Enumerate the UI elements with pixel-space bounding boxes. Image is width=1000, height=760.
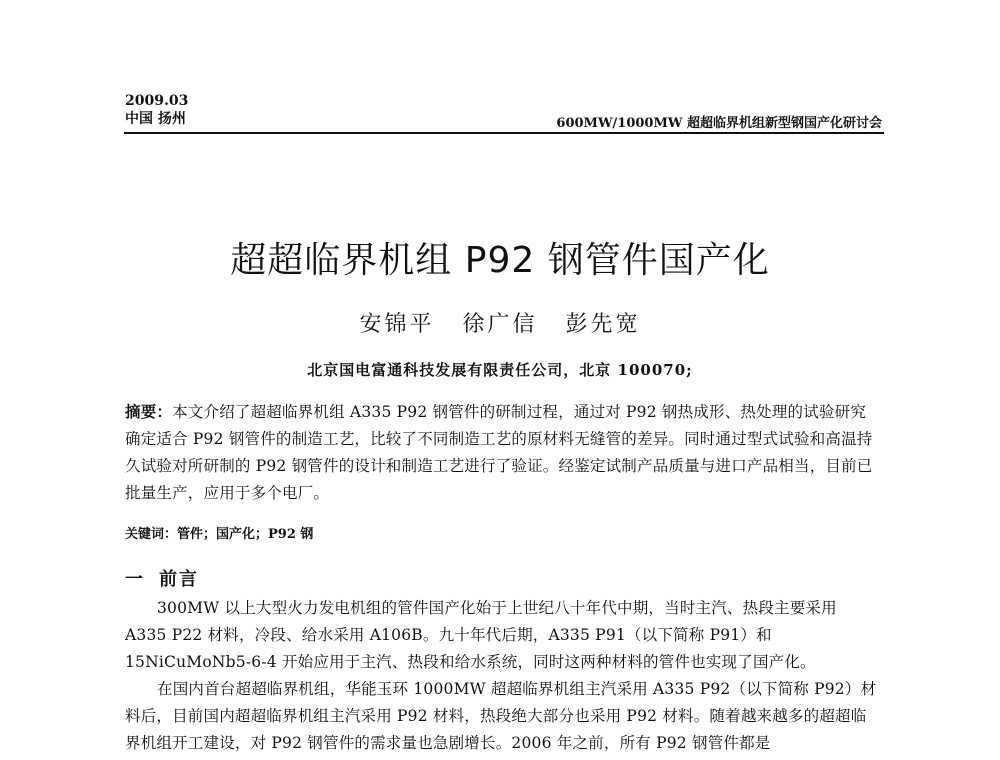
section-number: 一 [125, 569, 145, 590]
paper-authors: 安锦平 徐广信 彭先宽 [359, 312, 641, 337]
section-title: 前言 [159, 569, 199, 590]
paper-title: 超超临界机组 P92 钢管件国产化 [230, 240, 770, 281]
header-rule [124, 132, 884, 134]
paragraph: 在国内首台超超临界机组，华能玉环 1000MW 超超临界机组主汽采用 A335 P92（以下简称 P92）材料后，目前国内超超临界机组主汽采用 P92 材料，热段绝大部分也采用 P92 材料。随着越来越多的超超临界机组开工建设，对 P92 钢管件的需求量也急剧增长。2006 年之前，所有 P92 钢管件都是 [125, 680, 877, 752]
body-text [125, 595, 877, 757]
paragraph: 300MW 以上大型火力发电机组的管件国产化始于上世纪八十年代中期，当时主汽、热段主要采用 A335 P22 材料，冷段、给水采用 A106B。九十年代后期，A335 P91（以下简称 P91）和 15NiCuMoNb5-6-4 开始应用于主汽、热段和给水系统，同时这两种材料的管件也实现了国产化。 [125, 599, 837, 671]
paper-affiliation: 北京国电富通科技发展有限责任公司，北京 100070; [307, 361, 693, 379]
header-date: 2009.03 [125, 93, 189, 109]
section-heading [125, 565, 199, 591]
abstract [125, 398, 877, 507]
abstract-label: 摘要： [125, 402, 173, 421]
header-conference: 600MW/1000MW 超超临界机组新型钢国产化研讨会 [556, 116, 882, 131]
header-location: 中国 扬州 [125, 111, 186, 127]
keywords: 关键词：管件；国产化；P92 钢 [125, 527, 314, 542]
abstract-text: 本文介绍了超超临界机组 A335 P92 钢管件的研制过程，通过对 P92 钢热成形、热处理的试验研究确定适合 P92 钢管件的制造工艺，比较了不同制造工艺的原材料无缝管的差异。同时通过型式试验和高温持久试验对所研制的 P92 钢管件的设计和制造工艺进行了验证。经鉴定试制产品质量与进口产品相当，目前已批量生产，应用于多个电厂。 [125, 403, 873, 502]
running-header-left [125, 92, 188, 128]
